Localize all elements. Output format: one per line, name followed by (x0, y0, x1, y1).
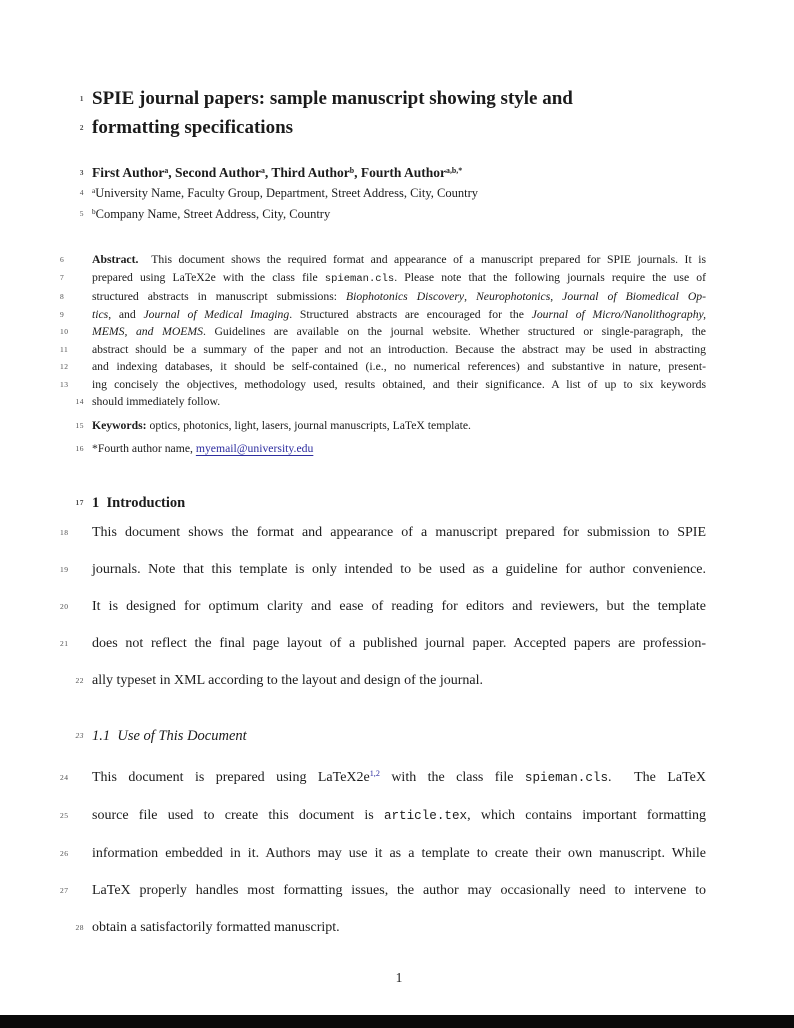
doc-line-18 (60, 514, 706, 551)
text-segment: a,b,* (446, 165, 463, 175)
line-number: 17 (75, 497, 84, 507)
doc-line-28 (75, 909, 706, 946)
text-segment: spieman.cls (524, 770, 609, 785)
text-segment: information embedded in it. Authors may use it as a template to create their own manuscript. While (92, 845, 706, 861)
text-segment: , and (108, 307, 144, 321)
line-number: 16 (75, 444, 84, 453)
doc-line-15 (75, 417, 706, 435)
text-segment: Keywords: (92, 418, 147, 432)
text-segment: 1 Introduction (92, 494, 186, 511)
doc-line-17 (75, 492, 706, 514)
doc-line-19 (60, 551, 706, 588)
line-number: 5 (79, 208, 84, 218)
doc-line-7 (60, 269, 706, 289)
doc-line-16 (75, 440, 706, 458)
line-number: 19 (60, 564, 69, 574)
text-segment: formatting specifications (92, 117, 294, 138)
text-segment: , Second Author (168, 165, 261, 180)
line-number: 20 (60, 601, 69, 611)
text-segment: optics, photonics, light, lasers, journal manuscripts, LaTeX template. (146, 418, 471, 432)
doc-line-22 (75, 662, 706, 699)
doc-line-4 (79, 184, 706, 205)
text-segment: ing concisely the objectives, methodology used, results obtained, and their significance. A list of up to six keywords (92, 377, 706, 391)
doc-line-14 (75, 393, 706, 411)
citation-link[interactable]: 1,2 (369, 769, 380, 779)
text-segment: , which contains important formatting (467, 807, 706, 823)
text-segment: with the class file (379, 769, 525, 785)
line-number: 8 (60, 292, 65, 301)
doc-line-12 (60, 358, 706, 376)
line-number: 1 (79, 94, 84, 103)
doc-line-8 (60, 288, 707, 306)
text-column (60, 84, 707, 988)
text-segment: b (349, 165, 355, 175)
text-segment: Journal of Biomedical Op- (562, 290, 707, 303)
line-number: 11 (60, 344, 69, 354)
text-segment: structured abstracts in manuscript submissions: (92, 290, 347, 303)
text-segment: , (464, 290, 477, 303)
doc-line-3 (79, 164, 706, 184)
text-segment: , (550, 290, 563, 303)
text-segment: It is designed for optimum clarity and ease of reading for editors and reviewers, but the template (92, 598, 706, 614)
line-number: 24 (60, 772, 69, 782)
text-segment: MEMS, and MOEMS (92, 325, 203, 338)
text-segment: This document shows the required format and appearance of a manuscript prepared for SPIE journals. It is (138, 253, 706, 266)
text-segment: article.tex (383, 808, 468, 823)
text-segment: , Fourth Author (354, 165, 447, 180)
text-segment: b (92, 207, 96, 216)
line-number: 14 (75, 397, 84, 406)
text-segment: and indexing databases, it should be self-contained (i.e., no numerical references) and substantive in nature, present- (92, 360, 706, 373)
text-segment: LaTeX properly handles most formatting issues, the author may occasionally need to intervene to (92, 882, 706, 898)
text-segment: . Please note that the following journals require the use of (394, 270, 706, 284)
text-segment: SPIE journal papers: sample manuscript showing style and (92, 88, 573, 109)
line-number: 28 (75, 922, 84, 932)
line-number: 26 (60, 848, 69, 858)
doc-line-1 (79, 84, 706, 113)
text-segment: obtain a satisfactorily formatted manuscript. (92, 919, 340, 935)
text-segment: Neurophotonics (476, 290, 551, 303)
doc-line-11 (60, 341, 706, 359)
doc-line-26 (60, 835, 706, 872)
line-number: 25 (60, 810, 69, 820)
text-segment: Company Name, Street Address, City, Country (95, 206, 331, 221)
text-segment: ally typeset in XML according to the layout and design of the journal. (92, 672, 483, 688)
doc-line-21 (60, 625, 706, 662)
text-segment: a (92, 187, 96, 196)
line-number: 18 (60, 527, 69, 537)
text-segment: should immediately follow. (92, 395, 221, 408)
line-number: 27 (60, 885, 69, 895)
doc-line-27 (60, 872, 706, 909)
line-number: 7 (60, 272, 65, 282)
page-number: 1 (395, 969, 403, 985)
text-segment: does not reflect the final page layout of a published journal paper. Accepted papers are profession- (92, 635, 706, 651)
text-segment: Abstract. (92, 253, 139, 266)
text-segment: Journal of Medical Imaging (143, 307, 290, 321)
text-segment: 1.1 Use of This Document (92, 727, 247, 744)
text-segment: . Structured abstracts are encouraged for the (289, 307, 532, 321)
line-number: 21 (60, 638, 69, 648)
line-number: 2 (79, 123, 84, 132)
text-segment: a (164, 165, 169, 175)
text-segment: abstract should be a summary of the paper and not an introduction. Because the abstract may be used in abstracting (92, 342, 706, 356)
text-segment: . The LaTeX (608, 769, 706, 785)
line-number: 12 (60, 362, 69, 371)
doc-line-9 (60, 306, 707, 324)
text-segment: tics (92, 307, 109, 321)
line-number: 9 (60, 309, 65, 319)
text-segment: source file used to create this document is (92, 807, 384, 823)
bottom-bar (0, 1015, 794, 1028)
text-segment: *Fourth author name, (92, 442, 196, 455)
text-segment: University Name, Faculty Group, Department, Street Address, City, Country (95, 186, 479, 200)
doc-line-20 (60, 588, 706, 625)
line-number: 23 (75, 730, 84, 740)
text-segment: Biophotonics Discovery (346, 290, 465, 303)
doc-line-10 (60, 323, 706, 341)
text-segment: Journal of Micro/Nanolithography, (531, 307, 707, 321)
line-number: 10 (60, 327, 69, 336)
email-link[interactable]: myemail@university.edu (195, 442, 314, 455)
text-segment: journals. Note that this template is only intended to be used as a guideline for author convenience. (92, 561, 706, 577)
text-segment: , Third Author (264, 165, 350, 180)
line-number: 15 (75, 420, 84, 430)
line-number: 4 (79, 188, 84, 197)
text-segment: This document shows the format and appearance of a manuscript prepared for submission to SPIE (92, 524, 706, 540)
doc-line-23 (75, 725, 706, 747)
line-number: 22 (75, 675, 84, 685)
doc-line-13 (60, 376, 706, 394)
text-segment: This document is prepared using LaTeX2e (92, 769, 370, 785)
text-segment: prepared using LaTeX2e with the class file (92, 270, 325, 284)
text-segment: a (260, 165, 265, 175)
doc-line-2 (79, 113, 706, 142)
doc-line-6 (60, 251, 706, 269)
text-segment: First Author (92, 165, 165, 180)
line-number: 13 (60, 379, 69, 389)
line-number: 6 (60, 255, 65, 264)
text-segment: spieman.cls (324, 272, 395, 285)
text-segment: . Guidelines are available on the journal website. Whether structured or single-paragraph, the (202, 325, 706, 338)
line-number: 3 (79, 168, 84, 177)
doc-line-5 (79, 205, 706, 226)
doc-line-25 (60, 797, 706, 835)
doc-line-24 (60, 759, 706, 797)
